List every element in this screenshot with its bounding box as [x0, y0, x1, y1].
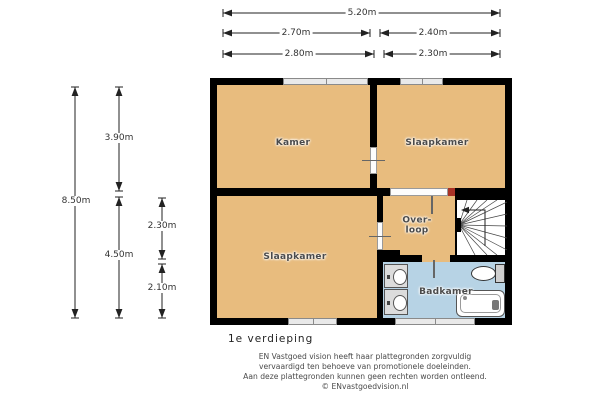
faucet-icon — [492, 300, 499, 310]
tap-icon — [387, 301, 390, 305]
room-label-overloop — [402, 216, 431, 237]
window-bottom-right — [395, 318, 475, 325]
room-label-overloop-line2: loop — [405, 226, 429, 236]
door-leaf-line — [431, 196, 433, 214]
floor-title: 1e verdieping — [228, 333, 314, 345]
room-label-kamer: Kamer — [275, 137, 311, 148]
room-kamer — [217, 85, 370, 188]
washbasin-bottom — [384, 289, 408, 315]
disclaimer-line-3: Aan deze plattegronden kunnen geen rechten worden ontleend. — [243, 371, 487, 381]
door-leaf-badkamer — [433, 260, 435, 278]
dim-label-total-depth: 8.50m — [61, 196, 91, 206]
toilet-tank — [495, 264, 505, 283]
room-label-overloop-line1: Over- — [402, 215, 432, 226]
dim-label-slaapkamer-top-width: 2.40m — [418, 28, 448, 38]
floor-plan — [210, 78, 512, 325]
window-bottom-left — [288, 318, 337, 325]
wall-overloop-badkamer — [400, 255, 422, 262]
doorway-slaapkamer-top-overloop — [390, 188, 448, 196]
disclaimer — [115, 352, 600, 391]
staircase-treads-icon — [457, 200, 507, 255]
dim-label-kamer-width: 2.70m — [281, 28, 311, 38]
sink-basin — [393, 269, 407, 285]
wall-accent-segment — [448, 188, 455, 196]
dim-label-total-width: 5.20m — [347, 8, 377, 18]
dim-label-overloop-depth: 2.30m — [147, 221, 177, 231]
dim-label-badkamer-depth: 2.10m — [147, 283, 177, 293]
window-mullion — [435, 319, 436, 324]
disclaimer-line-2: vervaardigd ten behoeve van promotionele doeleinden. — [259, 361, 471, 371]
dim-label-slaapkamer-bottom-width: 2.80m — [284, 49, 314, 59]
window-top-right — [400, 78, 443, 85]
door-swing-line — [362, 160, 385, 161]
dim-label-kamer-depth: 3.90m — [104, 133, 134, 143]
wall-stairs-badkamer — [450, 255, 505, 262]
washbasin-top — [384, 264, 408, 288]
window-mullion — [326, 79, 327, 84]
room-label-slaapkamer-top: Slaapkamer — [405, 137, 469, 148]
door-swing-line — [369, 236, 391, 237]
room-label-slaapkamer-bottom: Slaapkamer — [263, 251, 327, 262]
dim-label-right-width: 2.30m — [418, 49, 448, 59]
tap-icon — [387, 275, 390, 279]
window-mullion — [313, 319, 314, 324]
disclaimer-line-4: © ENvastgoedvision.nl — [321, 381, 409, 391]
window-mullion — [422, 79, 423, 84]
wall-overloop-corner — [377, 250, 400, 262]
toilet — [471, 266, 496, 281]
room-label-badkamer: Badkamer — [419, 286, 473, 297]
dim-label-slaapkamer-depth: 4.50m — [104, 250, 134, 260]
room-slaapkamer-top — [377, 85, 505, 188]
window-top-left — [283, 78, 368, 85]
disclaimer-line-1: EN Vastgoed vision heeft haar plattegronden zorgvuldig — [258, 352, 472, 361]
staircase — [455, 200, 505, 255]
sink-basin — [393, 295, 407, 311]
